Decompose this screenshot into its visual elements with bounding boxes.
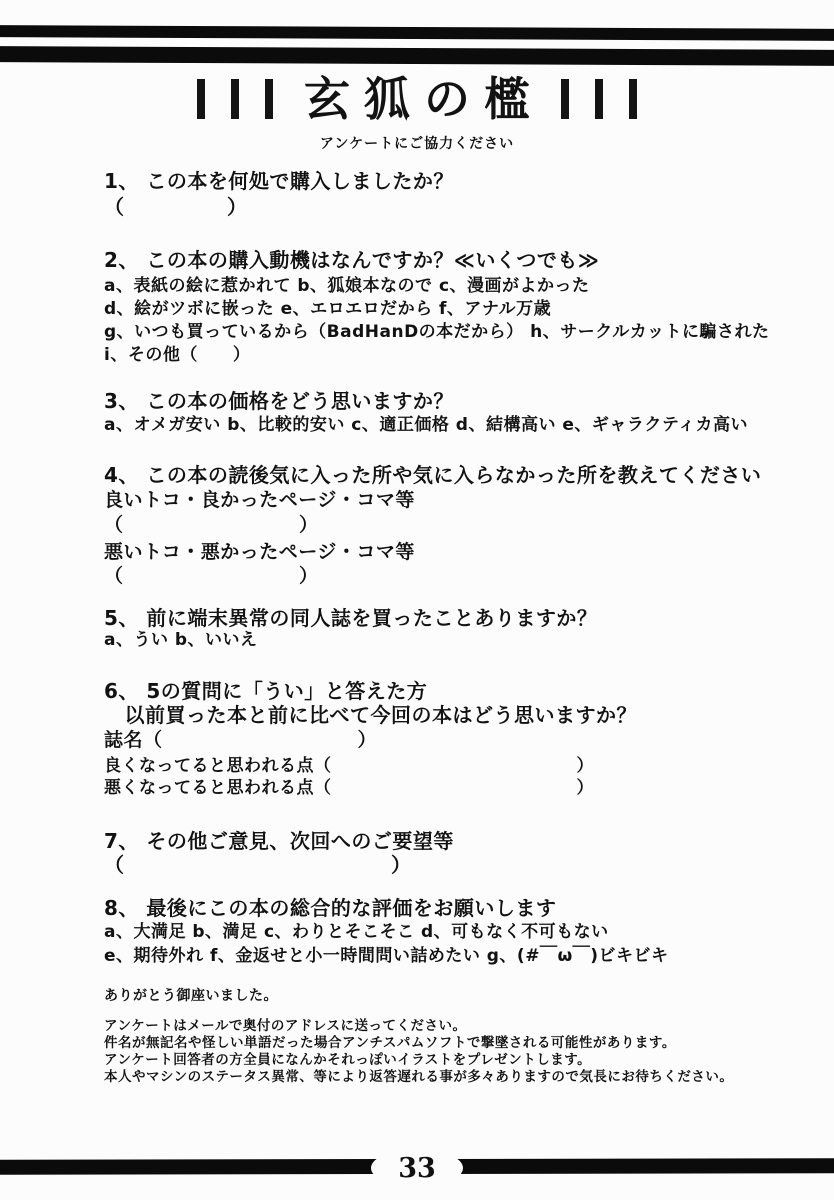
page-number: 33 [398, 1152, 436, 1184]
title-vertical-bar-icon [629, 79, 637, 119]
closing-thanks: ありがとう御座いました。 [104, 988, 278, 1004]
q4-bad-answer-blank: （ ） [104, 565, 319, 587]
q4-good-label: 良いトコ・良かったページ・コマ等 [104, 489, 415, 511]
top-border-thin-rule [0, 25, 834, 41]
title-row [0, 74, 834, 125]
q4-heading: 4、 この本の読後気に入った所や気に入らなかった所を教えてください [104, 463, 762, 487]
page-subtitle: アンケートにご協力ください [319, 136, 515, 152]
title-vertical-bar-icon [231, 79, 239, 119]
q7-answer-blank: （ ） [104, 853, 412, 877]
title-vertical-bar-icon [561, 79, 569, 119]
q8-options-row-1: a、大満足 b、満足 c、わりとそこそこ d、可もなく不可もない [104, 922, 609, 942]
footer-note-2: 件名が無記名や怪しい単語だった場合アンチスパムソフトで撃墜される可能性があります。 [104, 1035, 676, 1051]
footer-note-1: アンケートはメールで奥付のアドレスに送ってください。 [104, 1018, 467, 1034]
q3-options-row: a、オメガ安い b、比較的安い c、適正価格 d、結構高い e、ギャラクティカ高い [104, 415, 749, 435]
page-title: 玄狐の檻 [304, 72, 544, 126]
q6-subheading: 以前買った本と前に比べて今回の本はどう思いますか？ [104, 703, 637, 727]
title-vertical-bar-icon [595, 79, 603, 119]
q2-options-row-1: a、表紙の絵に惹かれて b、狐娘本なので c、漫画がよかった [104, 276, 590, 296]
footer-note-3: アンケート回答者の方全員になんかそれっぽいイラストをプレゼントします。 [104, 1052, 592, 1068]
q5-heading: 5、 前に端末異常の同人誌を買ったことありますか？ [104, 606, 598, 630]
q5-options-row: a、うい b、いいえ [104, 630, 258, 650]
q2-option-other-blank: i、その他（ ） [104, 345, 251, 365]
q4-good-answer-blank: （ ） [104, 514, 319, 536]
page-number-badge [371, 1149, 463, 1187]
q2-heading: 2、 この本の購入動機はなんですか？≪いくつでも≫ [104, 248, 600, 272]
q6-book-title-blank: 誌名（ ） [104, 729, 378, 751]
q6-heading: 6、 5の質問に「うい」と答えた方 [104, 679, 428, 703]
q7-heading: 7、 その他ご意見、次回へのご要望等 [104, 829, 454, 853]
q6-worsened-points-blank: 悪くなってると思われる点（ ） [104, 778, 594, 798]
title-vertical-bar-icon [197, 79, 205, 119]
q8-heading: 8、 最後にこの本の総合的な評価をお願いします [104, 896, 557, 920]
q6-improved-points-blank: 良くなってると思われる点（ ） [104, 756, 594, 776]
q1-heading: 1、 この本を何処で購入しましたか？ [104, 169, 454, 193]
q2-options-row-3: g、いつも買っているから（BadHanDの本だから） h、サークルカットに騙された [104, 322, 770, 342]
q2-options-row-2: d、絵がツボに嵌った e、エロエロだから f、アナル万歳 [104, 299, 552, 319]
q1-answer-blank: （ ） [104, 195, 248, 219]
top-border-thick-rule [0, 46, 834, 66]
footer-note-4: 本人やマシンのステータス異常、等により返答遅れる事が多々ありますので気長にお待ちください。 [104, 1069, 734, 1085]
q3-heading: 3、 この本の価格をどう思いますか？ [104, 389, 454, 413]
q4-bad-label: 悪いトコ・悪かったページ・コマ等 [104, 541, 415, 563]
title-vertical-bar-icon [265, 79, 273, 119]
q8-options-row-2: e、期待外れ f、金返せと小一時間問い詰めたい g、(#￣ω￣)ビキビキ [104, 946, 669, 966]
